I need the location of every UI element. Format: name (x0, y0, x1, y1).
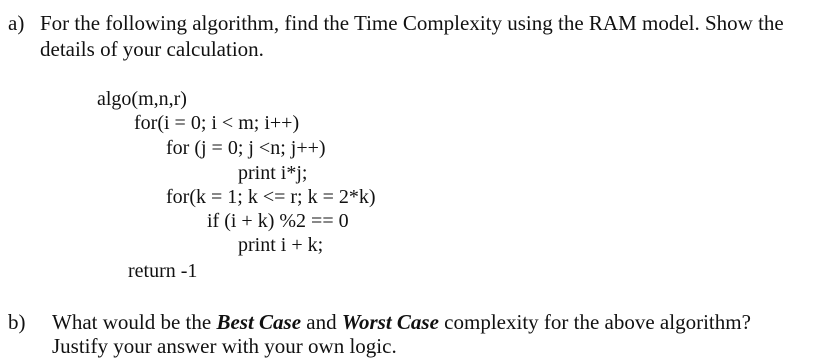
code-signature: algo(m,n,r) (97, 88, 187, 110)
code-for-i: for(i = 0; i < m; i++) (134, 112, 300, 134)
part-b-label: b) (8, 310, 26, 334)
part-a-text-line2: details of your calculation. (40, 37, 264, 61)
code-print-ij: print i*j; (238, 162, 308, 184)
part-a-text-line1: For the following algorithm, find the Time Complexity using the RAM model. Show the (40, 11, 784, 35)
code-if-condition: if (i + k) %2 == 0 (207, 210, 349, 232)
best-case-emphasis: Best Case (216, 310, 302, 334)
code-for-j: for (j = 0; j <n; j++) (166, 137, 326, 159)
part-a-label: a) (8, 11, 25, 35)
part-b-text-line2: Justify your answer with your own logic. (52, 334, 397, 358)
code-for-k: for(k = 1; k <= r; k = 2*k) (166, 186, 376, 208)
part-b-post: complexity for the above algorithm? (438, 310, 751, 334)
part-b-text-line1 (52, 310, 751, 334)
part-b-mid: and (301, 310, 342, 334)
worst-case-emphasis: Worst Case (341, 310, 439, 334)
part-b-pre: What would be the (52, 310, 217, 334)
code-print-ik: print i + k; (238, 234, 324, 256)
code-return: return -1 (128, 260, 198, 282)
